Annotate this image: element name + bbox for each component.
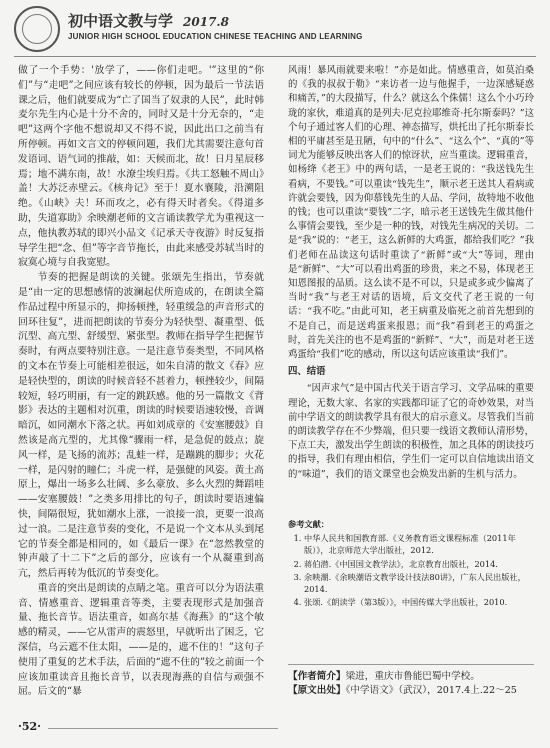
paragraph: 节奏的把握是朗读的关键。张颂先生指出，节奏就是“由一定的思想感情的波澜起伏所造成的，在朗读全篇作品过程中所显示的，抑扬顿挫，轻重缓急的声音形式的回环往复”，进而把朗读的节奏分为轻快型、凝重型、低沉型、高亢型、舒缓型、紧张型。教师在指导学生把握节奏时，有两点要特别注意。一是注意节奏类型，不同风格的文本在节奏上可能相差很远，如朱自清的散文《春》应是轻快型的，朗读的时候音轻不甚着力，顿挫较少，间隔较短，轻巧明丽，有一定的跳跃感。他的另一篇散文《背影》表达的主题相对沉重，朗读的时候要语速较慢，音调暗沉，如同潮水下落之状。再如刘成章的《安塞腰鼓》自然该是高亢型的，尤其像“骤雨一样，是急促的鼓点；旋风一样，是飞扬的流苏；乱蛙一样，是蹦跳的脚步；火花一样，是闪射的瞳仁；斗虎一样，是强健的风姿。黄土高原上，爆出一场多么壮阔、多么豪放、多么火烈的舞蹈哇——安塞腰鼓！”之类多用排比的句子，朗读时要语速偏快，间隔很短，犹如潮水上涨，一浪接一浪，更要一浪高过一浪。二是注意节奏的变化，不是说一个文本从头到尾它的节奏全都是相同的，如《最后一课》在“忽然教堂的钟声敲了十二下”之后的部分，应该有一个从凝重到高亢，然后再转为低沉的节奏变化。: [18, 272, 264, 580]
source-text: 《中学语文》（武汉），2017.4上.22～25: [345, 685, 517, 696]
paragraph: 风雨！暴风雨就要来啦！”亦是如此。情感重音，如莫泊桑的《我的叔叔于勒》“来访者一边与他握手，一边深感疑惑和痛苦，”的大段描写，什么？就这么个侏儒！这么个小巧玲珑的家伙，难道真的是列夫·尼克拉耶维奇·托尔斯泰吗？”这个句子通过客人们的心理、神态描写，烘托出了托尔斯泰长相的平庸甚至是丑陋，句中的“什么”、“这么个”、“真的”等词尤为能够反映出客人们的惊讶状，应当重读。逻辑重音，如杨绛《老王》中的两句话，一是老王说的：“我送钱先生看病，不要钱。”可以重读“钱先生”，顺示老王送其人看病或许就会要钱，因为仰慕钱先生的人品、学问，故特地不收他的钱；也可以重读“要钱”二字，暗示老王送钱先生做其他什么事情会要钱，至少是一种的钱，对钱先生病况的关切。二是“我”说的：“老王，这么新鲜的大鸡蛋，都给我们吃？”我们老师在品读这句话时重读了“新鲜”或“大”等词，理由是“新鲜”、“大”可以看出鸡蛋的珍贵，来之不易，体现老王知恩图报的品质。这么读不是不可以，只是或多或少偏离了当时“我”与老王对话的语境，后文交代了老王说的一句话：“我不吃。”由此可知，老王病重及临死之前首先想到的不是自己，而是送鸡蛋来报恩；而“我”看到老王的鸡蛋之时，首先关注的也不是鸡蛋的“新鲜”、“大”，而是对老王送鸡蛋给“我们”吃的感动，所以这句话应该重读“我们”。: [288, 65, 534, 361]
footer-divider: [48, 728, 278, 729]
author-info: [288, 670, 534, 698]
header-divider: [14, 56, 536, 57]
issue-number: 2017.8: [183, 15, 229, 29]
author-line: [288, 670, 534, 684]
conclusion-paragraph: “因声求气”是中国古代关于语言学习、文学品味的重要理论，无数大家、名家的实践都印证了它的奇妙效果，对当前中学语文的朗读教学具有很大的启示意义。尽管我们当前的朗读教学存在不少弊端，但只要一线语文教师认清形势，下点工夫，激发出学生朗读的积极性，加之具体的朗读技巧的指导，我们有理由相信，学生们一定可以自信地读出语文的“味道”，我们的语文课堂也会焕发出新的生机与活力。: [288, 383, 534, 480]
magazine-english-title: JUNIOR HIGH SCHOOL EDUCATION CHINESE TEACHING AND LEARNING: [68, 32, 363, 41]
source-line: [288, 684, 534, 698]
journal-logo-icon: [14, 6, 60, 52]
references: [288, 518, 534, 609]
reference-item: 1. 中华人民共和国教育部.《义务教育语文课程标准（2011年版）》，北京师范大学出版社，2012.: [304, 532, 534, 556]
paragraph: 做了一个手势：'放学了，——你们走吧。'”这里的“你们”与“走吧”之间应该有较长的停顿，因为最后一节法语课之后，他们就要成为“亡了国当了奴隶的人民”，此时韩麦尔先生内心是十分不舍的，同时又是十分无奈的，“走吧”这两个字他不想说却又不得不说，因此出口之前当有所停顿。再如文言文的停顿问题，我们尤其需要注意句首发语词、语气词的推敲，如：天候而北，故！日月星辰移焉；地不满东南，故！水潦尘埃归焉。《共工怒触不周山》盖！大苏泛赤壁云。《核舟记》至于！夏水襄陵，沿溯阻绝。《山峡》夫！环而攻之，必有得天时者矣。《得道多助，失道寡助》余映潮老师的文言诵读教学尤为重视这一点，他执教苏轼的即兴小品文《记承天寺夜游》时反复指导学生把“念、但”等字音节拖长，由此来感受苏轼当时的寂寞心境与自我宽慰。: [18, 65, 264, 269]
reference-item: 3. 余映潮.《余映潮语文教学设计技法80讲》，广东人民出版社，2014.: [304, 571, 534, 595]
magazine-title-text: 初中语文教与学: [68, 12, 174, 30]
left-column: [18, 64, 264, 700]
reference-item: 4. 张颂.《朗读学（第3版）》，中国传媒大学出版社，2010.: [304, 596, 534, 608]
reference-item: 2. 蒋伯潜.《中国国文教学法》，北京教育出版社，2014.: [304, 558, 534, 570]
references-title: 参考文献：: [288, 519, 329, 529]
source-label: 【原文出处】: [288, 685, 346, 696]
section-heading: 四、结语: [288, 366, 326, 378]
about-divider: [288, 664, 534, 665]
right-column: [288, 64, 534, 482]
page-number: ·52·: [18, 720, 41, 733]
references-list: [288, 532, 534, 608]
author-label: 【作者简介】: [288, 671, 346, 682]
author-text: 梁进，重庆市鲁能巴蜀中学校。: [345, 671, 480, 682]
magazine-title: [68, 10, 229, 31]
paragraph: 重音的突出是朗读的点睛之笔。重音可以分为语法重音、情感重音、逻辑重音等类，主要表现形式是加强音量、拖长音节。语法重音，如高尔基《海燕》的“这个敏感的精灵，——它从雷声的震怒里，早就听出了困乏，它深信，乌云遮不住太阳，——是的，遮不住的！”这句子使用了重复的艺术手法，后面的“遮不住的”较之前面一个应该加重读音且拖长音节，以表现海燕的自信与顽强不屈。后文的“暴: [18, 582, 264, 698]
page-header: [0, 0, 550, 60]
